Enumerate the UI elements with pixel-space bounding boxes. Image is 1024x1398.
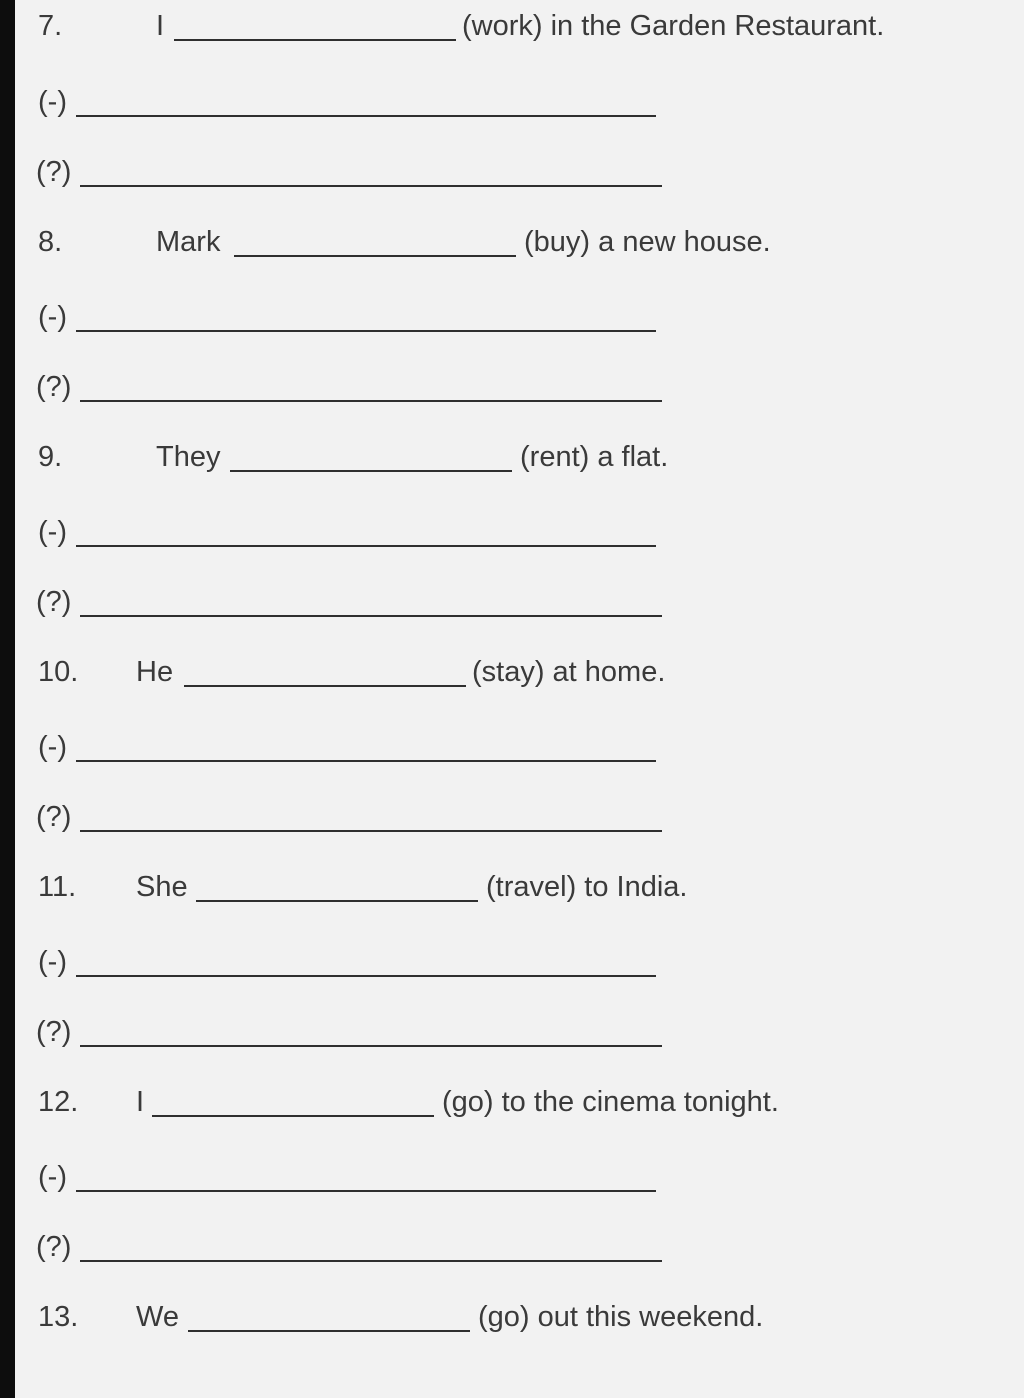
question-label: (?)	[36, 1016, 72, 1048]
negative-label: (-)	[38, 946, 67, 978]
exercise-number: 12.	[38, 1086, 79, 1118]
exercise-verb-prompt: (go) to the cinema tonight.	[442, 1086, 779, 1118]
negative-answer-blank[interactable]	[76, 115, 656, 117]
question-answer-blank[interactable]	[80, 830, 662, 832]
negative-answer-blank[interactable]	[76, 330, 656, 332]
question-answer-blank[interactable]	[80, 1260, 662, 1262]
question-label: (?)	[36, 156, 72, 188]
question-label: (?)	[36, 586, 72, 618]
question-label: (?)	[36, 1231, 72, 1263]
negative-label: (-)	[38, 86, 67, 118]
answer-blank[interactable]	[188, 1330, 470, 1332]
answer-blank[interactable]	[184, 685, 466, 687]
exercise-subject: I	[136, 1086, 145, 1118]
answer-blank[interactable]	[230, 470, 512, 472]
answer-blank[interactable]	[234, 255, 516, 257]
answer-blank[interactable]	[174, 39, 456, 41]
exercise-subject: We	[136, 1301, 179, 1333]
answer-blank[interactable]	[196, 900, 478, 902]
negative-label: (-)	[38, 301, 67, 333]
negative-label: (-)	[38, 731, 67, 763]
answer-blank[interactable]	[152, 1115, 434, 1117]
question-answer-blank[interactable]	[80, 400, 662, 402]
question-answer-blank[interactable]	[80, 615, 662, 617]
question-label: (?)	[36, 371, 72, 403]
exercise-verb-prompt: (rent) a flat.	[520, 441, 669, 473]
exercise-number: 13.	[38, 1301, 79, 1333]
exercise-subject: He	[136, 656, 174, 688]
exercise-number: 11.	[38, 871, 77, 903]
exercise-verb-prompt: (travel) to India.	[486, 871, 688, 903]
exercise-subject: I	[156, 10, 165, 42]
question-answer-blank[interactable]	[80, 185, 662, 187]
negative-answer-blank[interactable]	[76, 975, 656, 977]
negative-label: (-)	[38, 516, 67, 548]
exercise-subject: They	[156, 441, 221, 473]
negative-answer-blank[interactable]	[76, 1190, 656, 1192]
exercise-subject: Mark	[156, 226, 221, 258]
exercise-verb-prompt: (buy) a new house.	[524, 226, 771, 258]
exercise-verb-prompt: (stay) at home.	[472, 656, 666, 688]
exercise-number: 10.	[38, 656, 79, 688]
exercise-verb-prompt: (go) out this weekend.	[478, 1301, 764, 1333]
question-answer-blank[interactable]	[80, 1045, 662, 1047]
negative-label: (-)	[38, 1161, 67, 1193]
exercise-number: 9.	[38, 441, 63, 473]
exercise-number: 7.	[38, 10, 63, 42]
negative-answer-blank[interactable]	[76, 545, 656, 547]
question-label: (?)	[36, 801, 72, 833]
negative-answer-blank[interactable]	[76, 760, 656, 762]
exercise-verb-prompt: (work) in the Garden Restaurant.	[462, 10, 885, 42]
exercise-number: 8.	[38, 226, 63, 258]
exercise-subject: She	[136, 871, 188, 903]
